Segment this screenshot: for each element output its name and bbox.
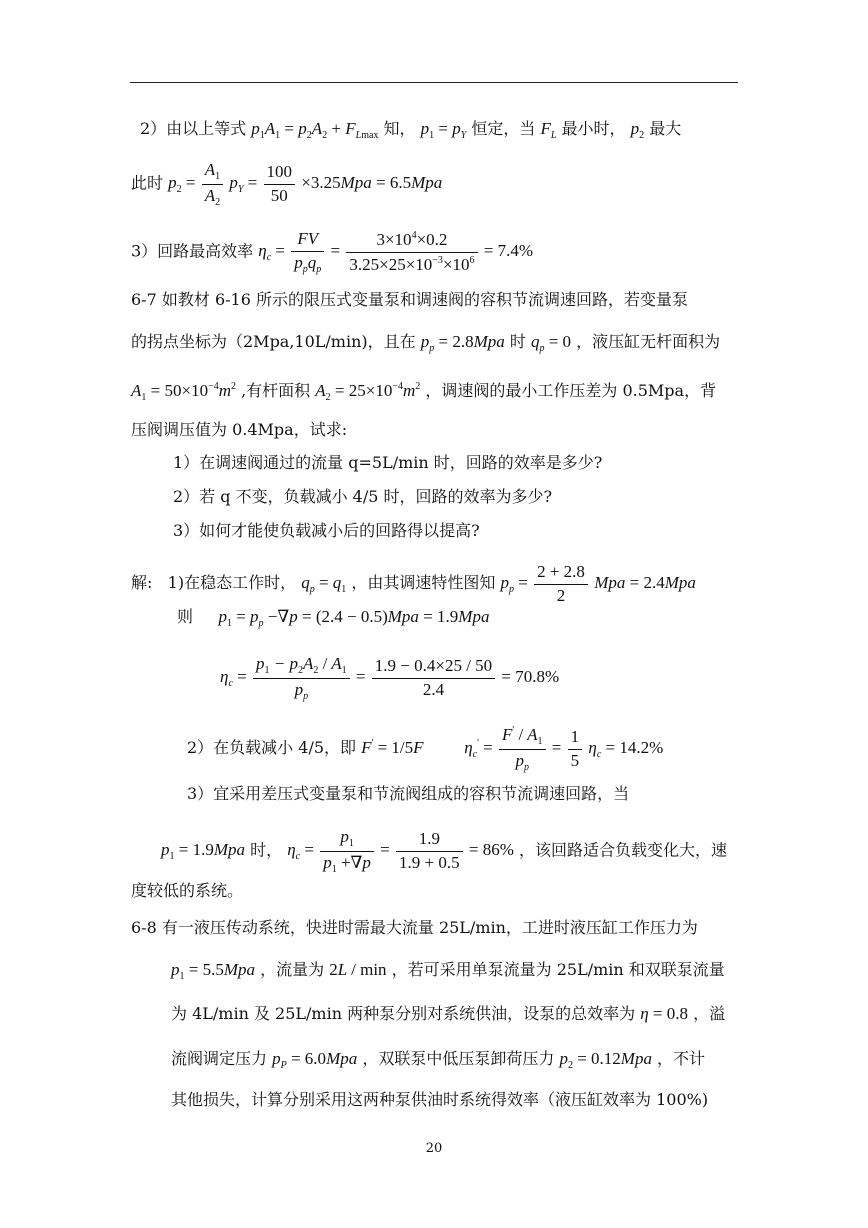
text: ，不计 — [657, 1049, 706, 1068]
text-line: 其他损失，计算分别采用这两种泵供油时系统得效率（液压缸效率为 100%) — [171, 1090, 709, 1109]
text: 的拐点坐标为（2Mpa,10L/min)，且在 — [131, 332, 416, 351]
equation: $\eta_c$ = $\frac{p_1 - p_2A_2 / A_1}{p_p}$ = $\frac{1.9 - 0.4\times 25 / 50}{2.4}$ = 70.8% — [220, 654, 560, 702]
text-line-2 — [131, 161, 442, 208]
equation: $p_p = 2.8Mpa$ — [420, 332, 505, 354]
equation: $p_2 = 0.12Mpa$ — [559, 1049, 652, 1071]
equation: $p_2$ — [630, 119, 645, 141]
text: 解: — [131, 573, 153, 593]
equation: $p_1A_1 = p_2A_2 + F_{Lmax}$ — [251, 119, 379, 141]
text: 知， — [383, 119, 416, 138]
text: 2）在负载减小 4/5，即 — [187, 737, 357, 757]
header-rule — [130, 82, 738, 83]
equation: $p_P = 6.0Mpa$ — [272, 1049, 358, 1071]
text: ，溢 — [693, 1004, 726, 1023]
text-line: 2）若 q 不变，负载减小 4/5 时，回路的效率为多少? — [173, 487, 553, 506]
text: ，由其调速特性图知 — [351, 573, 496, 593]
equation: $p_1 = 5.5Mpa$ — [171, 960, 256, 982]
text: 2）由以上等式 — [140, 119, 247, 138]
text-line — [220, 655, 559, 702]
text-line — [131, 382, 716, 403]
text: 流阀调定压力 — [171, 1049, 268, 1068]
equation: $A_1 = 50\times 10^{-4}m^2$ — [131, 381, 236, 403]
text-line — [131, 563, 696, 605]
text-line — [161, 828, 727, 875]
text-line: 6-7 如教材 6-16 所示的限压式变量泵和调速阀的容积节流调速回路，若变量泵 — [131, 290, 688, 309]
equation: $F_L$ — [540, 119, 557, 141]
text-line-1 — [140, 120, 681, 141]
text: ，该回路适合负载变化大，速 — [518, 840, 727, 860]
equation: F' = 1/5F — [361, 737, 424, 757]
equation: $p_1 = p_p -\nabla p = (2.4 - 0.5)Mpa = 1.9Mpa$ — [218, 607, 490, 629]
equation: $p_2$ = $\frac{A_1}{A_2}$ $p_Y$ = $\frac{100}{50}$ ×3.25Mpa = 6.5Mpa — [168, 160, 443, 208]
text: 时 — [509, 332, 526, 351]
text-line — [187, 725, 663, 773]
text-line — [171, 1050, 705, 1071]
equation: $\eta_c'$ = $\frac{F' / A_1}{p_p}$ = $\frac{1}{5}$ $\eta_c = 14.2\%$ — [464, 725, 664, 773]
equation: $A_2 = 25\times 10^{-4}m^2$ — [315, 381, 421, 403]
text: ，调速阀的最小工作压差为 0.5Mpa，背 — [425, 381, 717, 400]
equation: $p_1 = 1.9Mpa$ — [161, 840, 246, 863]
text: ，液压缸无杆面积为 — [576, 332, 721, 351]
text-line — [177, 608, 489, 629]
text: ，若可采用单泵流量为 25L/min 和双联泵流量 — [391, 960, 725, 979]
text: 最大 — [649, 119, 682, 138]
text: 1)在稳态工作时， — [167, 573, 297, 593]
text: ,有杆面积 — [241, 381, 311, 400]
text: 3）回路最高效率 — [131, 241, 254, 261]
text: 为 4L/min 及 25L/min 两种泵分别对系统供油，设泵的总效率为 — [171, 1004, 636, 1023]
text-line: 6-8 有一液压传动系统，快进时需最大流量 25L/min，工进时液压缸工作压力为 — [131, 918, 698, 937]
text-line: 3）宜采用差压式变量泵和节流阀组成的容积节流调速回路，当 — [187, 784, 630, 803]
text-line: 度较低的系统。 — [131, 881, 244, 900]
equation: $\eta_c$ = $\frac{p_1}{p_1 +\nabla p}$ = $\frac{1.9}{1.9 + 0.5}$ = 86% — [287, 827, 514, 875]
text: ，流量为 — [260, 960, 325, 979]
text: ，双联泵中低压泵卸荷压力 — [362, 1049, 555, 1068]
text: 恒定，当 — [471, 119, 536, 138]
text-line: 3）如何才能使负载减小后的回路得以提高? — [173, 521, 480, 540]
text-line-3 — [131, 230, 533, 275]
text-line — [131, 333, 720, 354]
text-line — [171, 961, 725, 982]
text: 时， — [250, 840, 283, 860]
equation: η = 0.8 — [640, 1004, 688, 1023]
equation: $p_1 = p_Y$ — [420, 119, 467, 141]
page-number: 20 — [425, 1141, 443, 1156]
text-line: 1）在调速阀通过的流量 q=5L/min 时，回路的效率是多少? — [173, 453, 603, 472]
text-line — [171, 1005, 725, 1022]
text: 则 — [177, 607, 194, 626]
text: 此时 — [131, 173, 164, 193]
equation: $p_p$ = $\frac{2 + 2.8}{2}$ Mpa = 2.4Mpa — [500, 562, 696, 605]
text-line: 压阀调压值为 0.4Mpa，试求: — [131, 420, 348, 439]
equation: $q_p = q_1$ — [301, 573, 347, 596]
equation: $\eta_c$ = $\frac{FV}{p_pq_p}$ = $\frac{3\times 10^4\times 0.2}{3.25\times 25\times 10^{-3}\times 10^6}$ = 7.4% — [258, 229, 534, 275]
equation: $q_p = 0$ — [530, 332, 572, 354]
text: 最小时， — [561, 119, 626, 138]
equation: 2L / min — [329, 960, 387, 979]
